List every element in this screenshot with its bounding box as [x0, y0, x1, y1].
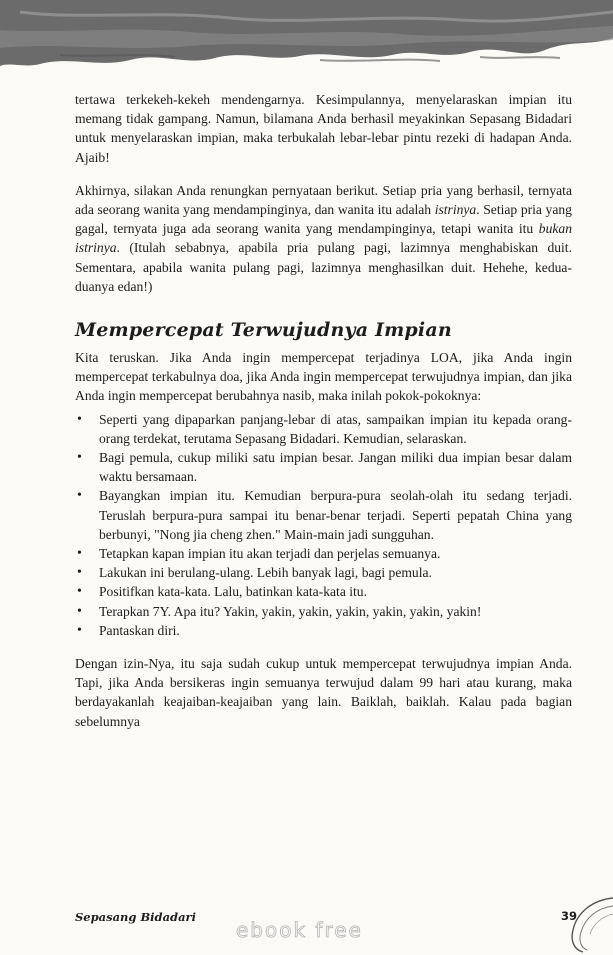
- bullet-item: • Pantaskan diri.: [75, 621, 572, 640]
- brush-stroke-header: [0, 0, 613, 80]
- bullet-item: • Positifkan kata-kata. Lalu, batinkan kata-kata itu.: [75, 582, 572, 601]
- footer-book-title: Sepasang Bidadari: [75, 910, 196, 924]
- paragraph-1: tertawa terkekeh-kekeh mendengarnya. Kesimpulannya, menyelaraskan impian itu memang tidak gampang. Namun, bilamana Anda berhasil meyakinkan Sepasang Bidadari untuk menyelaraskan impian, maka terbukalah lebar-lebar pintu rezeki di hadapan Anda. Ajaib!: [75, 92, 572, 165]
- section-heading: Mempercepat Terwujudnya Impian: [75, 319, 452, 342]
- bullet-item: • Bayangkan impian itu. Kemudian berpura-pura seolah-olah itu sedang terjadi. Teruslah berpura-pura sampai itu benar-benar terjadi. Seperti pepatah China yang berbunyi, "Nong jia cheng zhen." Main-main jadi sungguhan.: [75, 486, 572, 544]
- bullet-item: • Bagi pemula, cukup miliki satu impian besar. Jangan miliki dua impian besar dalam waktu bersamaan.: [75, 448, 572, 486]
- paragraph-2-italic-2: bukan istrinya: [75, 221, 572, 256]
- paragraph-2-part-3: . (Itulah sebabnya, apabila pria pulang pagi, lazimnya menghabiskan duit. Sementara, apabila wanita pulang pagi, lazimnya menghasilkan duit. Hehehe, kedua-duanya edan!): [75, 240, 572, 294]
- bullet-item: • Seperti yang dipaparkan panjang-lebar di atas, sampaikan impian itu kepada orang-orang terdekat, terutama Sepasang Bidadari. Kemudian, selaraskan.: [75, 410, 572, 448]
- page-number: 39: [561, 909, 578, 923]
- bullet-item: • Terapkan 7Y. Apa itu? Yakin, yakin, yakin, yakin, yakin, yakin, yakin!: [75, 602, 572, 621]
- paragraph-2: [75, 181, 572, 296]
- page-body: [75, 90, 572, 745]
- paragraph-2-italic-1: istrinya: [434, 202, 477, 218]
- paragraph-2-part-1: Akhirnya, silakan Anda renungkan pernyataan berikut. Setiap pria yang berhasil, ternyata ada seorang wanita yang mendampinginya, dan wanita itu adalah: [75, 182, 572, 218]
- bullet-item: • Tetapkan kapan impian itu akan terjadi dan perjelas semuanya.: [75, 544, 572, 563]
- corner-swirl-icon: [565, 890, 613, 955]
- paragraph-2-part-2: . Setiap pria yang gagal, ternyata juga ada seorang wanita yang mendampinginya, tetapi wanita itu: [75, 202, 572, 237]
- watermark: ebook free: [236, 918, 363, 942]
- closing-paragraph: Dengan izin-Nya, itu saja sudah cukup untuk mempercepat terwujudnya impian Anda. Tapi, jika Anda bersikeras ingin semuanya terwujud dalam 99 hari atau kurang, maka berdayakanlah keajaiban-keajaiban yang lain. Baiklah, baiklah. Kalau pada bagian sebelumnya: [75, 656, 572, 729]
- intro-paragraph: Kita teruskan. Jika Anda ingin mempercepat terjadinya LOA, jika Anda ingin mempercepat terkabulnya doa, jika Anda ingin mempercepat terwujudnya impian, dan jika Anda ingin mempercepat berubahnya nasib, maka inilah pokok-pokoknya:: [75, 350, 572, 404]
- bullet-item: • Lakukan ini berulang-ulang. Lebih banyak lagi, bagi pemula.: [75, 563, 572, 582]
- bullet-list: [75, 410, 572, 640]
